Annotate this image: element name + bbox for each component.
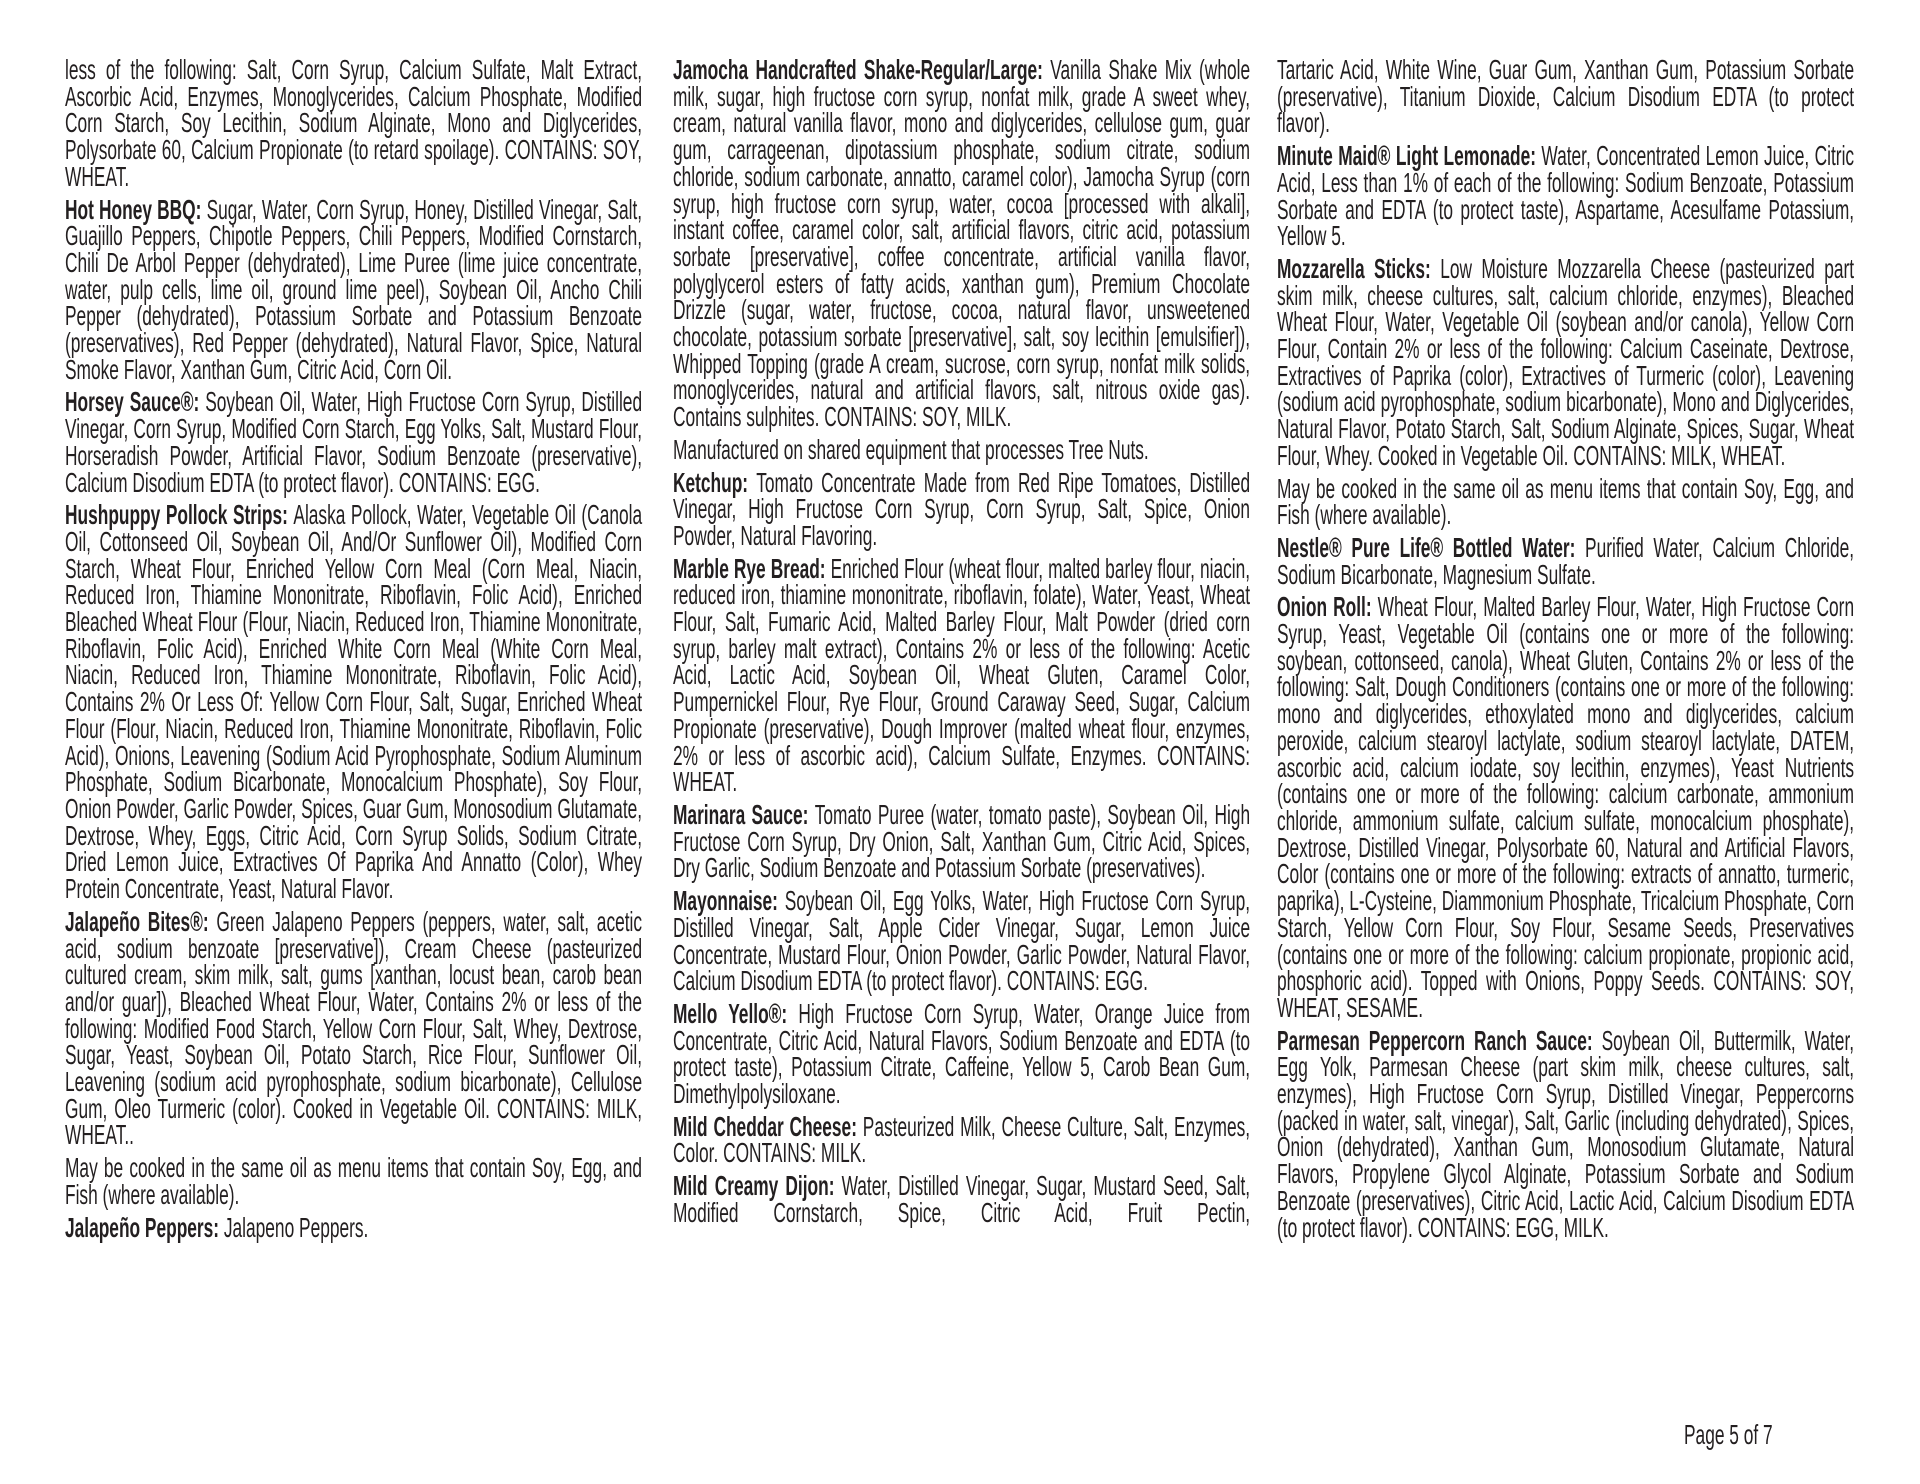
ingredient-paragraph: Mild Cheddar Cheese: Pasteurized Milk, Cheese Culture, Salt, Enzymes, Color. CONTAINS: MILK. xyxy=(673,1110,1251,1169)
ingredient-paragraph: Parmesan Peppercorn Ranch Sauce: Soybean Oil, Buttermilk, Water, Egg Yolk, Parmesan Cheese (part skim milk, cheese cultures, salt, enzymes), High Fructose Corn Syrup, Distilled Vinegar, Peppercorns (packed in water, salt, vinegar), Salt, Garlic (including dehydrated), Spices, Onion (dehydrated), Xanthan Gum, Monosodium Glutamate, Natural Flavors, Propylene Glycol Alginate, Potassium Sorbate and Sodium Benzoate (preservatives), Citric Acid, Lactic Acid, Calcium Disodium EDTA (to protect flavor). CONTAINS: EGG, MILK. xyxy=(1277,1024,1855,1243)
ingredient-name: Marble Rye Bread: xyxy=(673,552,831,584)
ingredient-name: Ketchup: xyxy=(673,466,757,498)
ingredient-paragraph: Onion Roll: Wheat Flour, Malted Barley Flour, Water, High Fructose Corn Syrup, Yeast, Vegetable Oil (contains one or more of the following: soybean, cottonseed, canola), Wheat Gluten, Contains 2% or less of the following: Salt, Dough Conditioners (contains one or more of the following: mono and diglycerides, ethoxylated mono and diglycerides, calcium peroxide, calcium stearoyl lactylate, sodium stearoyl lactylate, DATEM, ascorbic acid, calcium iodate, soy lecithin, enzymes), Yeast Nutrients (contains one or more of the following: calcium carbonate, ammonium chloride, ammonium sulfate, calcium sulfate, monocalcium phosphate), Dextrose, Distilled Vinegar, Polysorbate 60, Natural and Artificial Flavors, Color (contains one or more of the following: extracts of annatto, turmeric, paprika), L-Cysteine, Diammonium Phosphate, Tricalcium Phosphate, Corn Starch, Yellow Corn Flour, Soy Flour, Sesame Seeds, Preservatives (contains one or more of the following: calcium propionate, propionic acid, phosphoric acid). Topped with Onions, Poppy Seeds. CONTAINS: SOY, WHEAT, SESAME. xyxy=(1277,591,1855,1023)
ingredient-name: Hushpuppy Pollock Strips: xyxy=(65,499,294,531)
ingredient-name: Mozzarella Sticks: xyxy=(1277,252,1441,284)
ingredient-paragraph: Hot Honey BBQ: Sugar, Water, Corn Syrup, Honey, Distilled Vinegar, Salt, Guajillo Peppers, Chipotle Peppers, Chili Peppers, Modified Cornstarch, Chili De Arbol Pepper (dehydrated), Lime Puree (lime juice concentrate, water, pulp cells, lime oil, ground lime peel), Soybean Oil, Ancho Chili Pepper (dehydrated), Potassium Sorbate and Potassium Benzoate (preservatives), Red Pepper (dehydrated), Natural Flavor, Spice, Natural Smoke Flavor, Xanthan Gum, Citric Acid, Corn Oil. xyxy=(65,193,643,385)
column-2 xyxy=(673,54,1251,1233)
ingredient-paragraph: Jalapeño Peppers: Jalapeno Peppers. xyxy=(65,1211,369,1243)
ingredient-paragraph: Nestle® Pure Life® Bottled Water: Purified Water, Calcium Chloride, Sodium Bicarbonate, Magnesium Sulfate. xyxy=(1277,531,1855,590)
ingredient-paragraph: Marinara Sauce: Tomato Puree (water, tomato paste), Soybean Oil, High Fructose Corn Syrup, Dry Onion, Salt, Xanthan Gum, Citric Acid, Spices, Dry Garlic, Sodium Benzoate and Potassium Sorbate (preservatives). xyxy=(673,798,1251,884)
ingredient-paragraph: Manufactured on shared equipment that processes Tree Nuts. xyxy=(673,433,1149,465)
ingredient-paragraph: Jalapeño Bites®: Green Jalapeno Peppers (peppers, water, salt, acetic acid, sodium benzoate [preservative]), Cream Cheese (pasteurized cultured cream, skim milk, salt, gums [xanthan, locust bean, carob bean and/or guar]), Bleached Wheat Flour, Water, Contains 2% or less of the following: Modified Food Starch, Yellow Corn Flour, Salt, Whey, Dextrose, Sugar, Yeast, Soybean Oil, Potato Starch, Rice Flour, Sunflower Oil, Leavening (sodium acid pyrophosphate, sodium bicarbonate), Cellulose Gum, Oleo Turmeric (color). Cooked in Vegetable Oil. CONTAINS: MILK, WHEAT.. xyxy=(65,905,643,1151)
ingredient-paragraph: less of the following: Salt, Corn Syrup, Calcium Sulfate, Malt Extract, Ascorbic Acid, Enzymes, Monoglycerides, Calcium Phosphate, Modified Corn Starch, Soy Lecithin, Sodium Alginate, Mono and Diglycerides, Polysorbate 60, Calcium Propionate (to retard spoilage). CONTAINS: SOY, WHEAT. xyxy=(65,54,643,192)
column-1 xyxy=(65,54,643,1247)
ingredient-name: Marinara Sauce: xyxy=(673,798,815,830)
ingredient-name: Horsey Sauce®: xyxy=(65,386,206,418)
ingredient-name: Mayonnaise: xyxy=(673,885,785,917)
ingredient-name: Jamocha Handcrafted Shake-Regular/Large: xyxy=(673,54,1051,85)
column-3 xyxy=(1277,54,1855,1247)
ingredient-name: Mild Cheddar Cheese: xyxy=(673,1110,863,1142)
ingredient-paragraph: Ketchup: Tomato Concentrate Made from Red Ripe Tomatoes, Distilled Vinegar, High Fructose Corn Syrup, Corn Syrup, Salt, Spice, Onion Powder, Natural Flavoring. xyxy=(673,466,1251,551)
ingredient-paragraph: Mello Yello®: High Fructose Corn Syrup, Water, Orange Juice from Concentrate, Citric Acid, Natural Flavors, Sodium Benzoate and EDTA (to protect taste), Potassium Citrate, Caffeine, Yellow 5, Carob Bean Gum, Dimethylpolysiloxane. xyxy=(673,997,1251,1110)
ingredient-name: Onion Roll: xyxy=(1277,591,1378,623)
ingredient-name: Mello Yello®: xyxy=(673,997,799,1029)
ingredient-paragraph: Hushpuppy Pollock Strips: Alaska Pollock, Water, Vegetable Oil (Canola Oil, Cottonseed Oil, Soybean Oil, And/Or Sunflower Oil), Modified Corn Starch, Wheat Flour, Enriched Yellow Corn Meal (Corn Meal, Niacin, Reduced Iron, Thiamine Mononitrate, Riboflavin, Folic Acid), Enriched Bleached Wheat Flour (Flour, Niacin, Reduced Iron, Thiamine Mononitrate, Riboflavin, Folic Acid), Enriched White Corn Meal (White Corn Meal, Niacin, Reduced Iron, Thiamine Mononitrate, Riboflavin, Folic Acid), Contains 2% Or Less Of: Yellow Corn Flour, Salt, Sugar, Enriched Wheat Flour (Flour, Niacin, Reduced Iron, Thiamine Mononitrate, Riboflavin, Folic Acid), Onions, Leavening (Sodium Acid Pyrophosphate, Sodium Aluminum Phosphate, Sodium Bicarbonate, Monocalcium Phosphate), Soy Flour, Onion Powder, Garlic Powder, Spices, Guar Gum, Monosodium Glutamate, Dextrose, Whey, Eggs, Citric Acid, Corn Syrup Solids, Sodium Citrate, Dried Lemon Juice, Extractives Of Paprika And Annatto (Color), Whey Protein Concentrate, Yeast, Natural Flavor. xyxy=(65,499,643,905)
page-number: Page 5 of 7 xyxy=(1684,1419,1773,1450)
ingredient-paragraph: Minute Maid® Light Lemonade: Water, Concentrated Lemon Juice, Citric Acid, Less than 1% of each of the following: Sodium Benzoate, Potassium Sorbate and EDTA (to protect taste), Aspartame, Acesulfame Potassium, Yellow 5. xyxy=(1277,140,1855,252)
ingredient-paragraph: Jamocha Handcrafted Shake-Regular/Large: Vanilla Shake Mix (whole milk, sugar, high fructose corn syrup, nonfat milk, grade A sweet whey, cream, natural vanilla flavor, mono and diglycerides, cellulose gum, guar gum, carrageenan, dipotassium phosphate, sodium citrate, sodium chloride, sodium carbonate, annatto, caramel color), Jamocha Syrup (corn syrup, high fructose corn syrup, water, cocoa [processed with alkali], instant coffee, caramel color, salt, artificial flavors, citric acid, potassium sorbate [preservative], coffee concentrate, artificial vanilla flavor, polyglycerol esters of fatty acids, xanthan gum), Premium Chocolate Drizzle (sugar, water, fructose, cocoa, natural flavor, unsweetened chocolate, potassium sorbate [preservative], salt, soy lecithin [emulsifier]), Whipped Topping (grade A cream, sucrose, corn syrup, nonfat milk solids, monoglycerides, natural and artificial flavors, salt, nitrous oxide gas). Contains sulphites. CONTAINS: SOY, MILK. xyxy=(673,54,1251,433)
ingredient-name: Nestle® Pure Life® Bottled Water: xyxy=(1277,531,1586,563)
ingredient-name: Mild Creamy Dijon: xyxy=(673,1170,842,1202)
ingredient-paragraph: May be cooked in the same oil as menu items that contain Soy, Egg, and Fish (where available). xyxy=(1277,472,1855,531)
ingredient-name: Parmesan Peppercorn Ranch Sauce: xyxy=(1277,1024,1602,1056)
ingredient-paragraph: Tartaric Acid, White Wine, Guar Gum, Xanthan Gum, Potassium Sorbate (preservative), Titanium Dioxide, Calcium Disodium EDTA (to protect flavor). xyxy=(1277,54,1855,139)
ingredient-paragraph: Marble Rye Bread: Enriched Flour (wheat flour, malted barley flour, niacin, reduced iron, thiamine mononitrate, riboflavin, folate), Water, Yeast, Wheat Flour, Salt, Fumaric Acid, Malted Barley Flour, Malt Powder (dried corn syrup, barley malt extract), Contains 2% or less of the following: Acetic Acid, Lactic Acid, Soybean Oil, Wheat Gluten, Caramel Color, Pumpernickel Flour, Rye Flour, Ground Caraway Seed, Sugar, Calcium Propionate (preservative), Dough Improver (malted wheat flour, enzymes, 2% or less of ascorbic acid), Calcium Sulfate, Enzymes. CONTAINS: WHEAT. xyxy=(673,552,1251,798)
ingredient-name: Jalapeño Peppers: xyxy=(65,1211,224,1243)
ingredient-paragraph: Mild Creamy Dijon: Water, Distilled Vinegar, Sugar, Mustard Seed, Salt, Modified Cornstarch, Spice, Citric Acid, Fruit Pectin, xyxy=(673,1170,1251,1228)
ingredient-paragraph: Horsey Sauce®: Soybean Oil, Water, High Fructose Corn Syrup, Distilled Vinegar, Corn Syrup, Modified Corn Starch, Egg Yolks, Salt, Mustard Flour, Horseradish Powder, Artificial Flavor, Sodium Benzoate (preservative), Calcium Disodium EDTA (to protect flavor). CONTAINS: EGG. xyxy=(65,386,643,498)
ingredient-name: Hot Honey BBQ: xyxy=(65,193,207,225)
ingredient-paragraph: Mozzarella Sticks: Low Moisture Mozzarella Cheese (pasteurized part skim milk, cheese cultures, salt, calcium chloride, enzymes), Bleached Wheat Flour, Water, Vegetable Oil (soybean and/or canola), Yellow Corn Flour, Contain 2% or less of the following: Calcium Caseinate, Dextrose, Extractives of Paprika (color), Extractives of Turmeric (color), Leavening (sodium acid pyrophosphate, sodium bicarbonate), Mono and Diglycerides, Natural Flavor, Potato Starch, Salt, Sodium Alginate, Spices, Sugar, Wheat Flour, Whey. Cooked in Vegetable Oil. CONTAINS: MILK, WHEAT. xyxy=(1277,252,1855,471)
ingredient-paragraph: Mayonnaise: Soybean Oil, Egg Yolks, Water, High Fructose Corn Syrup, Distilled Vinegar, Salt, Apple Cider Vinegar, Sugar, Lemon Juice Concentrate, Mustard Flour, Onion Powder, Garlic Powder, Natural Flavor, Calcium Disodium EDTA (to protect flavor). CONTAINS: EGG. xyxy=(673,885,1251,997)
ingredient-paragraph: May be cooked in the same oil as menu items that contain Soy, Egg, and Fish (where available). xyxy=(65,1152,643,1210)
ingredient-name: Jalapeño Bites®: xyxy=(65,905,217,937)
ingredient-name: Minute Maid® Light Lemonade: xyxy=(1277,140,1542,172)
